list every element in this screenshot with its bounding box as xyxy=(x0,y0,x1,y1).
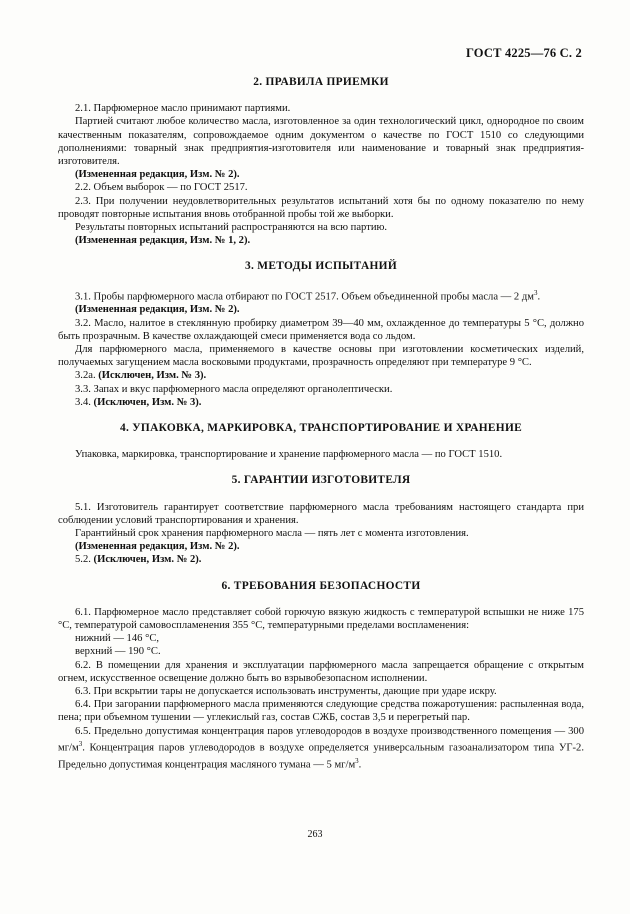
section-6-title: 6. ТРЕБОВАНИЯ БЕЗОПАСНОСТИ xyxy=(221,579,421,592)
section-3-title: 3. МЕТОДЫ ИСПЫТАНИЙ xyxy=(244,260,397,273)
clause-3-1 xyxy=(58,287,584,304)
clause-3-1-end: . xyxy=(537,291,541,303)
excluded-note: (Исключен, Изм. № 3). xyxy=(93,396,202,408)
excluded-note: (Исключен, Изм. № 2). xyxy=(93,554,202,566)
section-2-title: 2. ПРАВИЛА ПРИЕМКИ xyxy=(253,76,389,88)
clause-5-2 xyxy=(58,553,584,566)
clause-6-4: 6.4. При загорании парфюмерного масла применяются следующие средства пожаротушения: распыленная вода, пена; при объемном тушении — углекислый газ, состав СЖБ, состав 3,5 и перегретый пар. xyxy=(58,699,584,724)
clause-5-1: 5.1. Изготовитель гарантирует соответствие парфюмерного масла требованиям настоящего стандарта при соблюдении условий транспортирования и хранения. xyxy=(58,501,584,526)
amendment-note: (Измененная редакция, Изм. № 2). xyxy=(75,304,240,316)
clause-2-3: 2.3. При получении неудовлетворительных результатов испытаний хотя бы по одному показателю по нему проводят повторные испытания вновь отобранной пробы той же выборки. xyxy=(58,195,584,220)
clause-6-1: 6.1. Парфюмерное масло представляет собой горючую вязкую жидкость с температурой вспышки не ниже 175 °С, температурой самовоспламенения 355 °С, температурными пределами воспламенения: xyxy=(58,606,584,632)
clause-6-5-end: . xyxy=(358,759,362,771)
clause-number: 3.2а. xyxy=(75,370,96,382)
clause-3-1-text: 3.1. Пробы парфюмерного масла отбирают по ГОСТ 2517. Объем объединенной пробы масла — 2 дм xyxy=(75,291,534,303)
unit-superscript: 3 xyxy=(78,739,83,748)
lower-limit: нижний — 146 °С, xyxy=(75,633,160,645)
section-4-text: Упаковка, маркировка, транспортирование и хранение парфюмерного масла — по ГОСТ 1510. xyxy=(75,449,503,461)
clause-6-5-text-2: . Концентрация паров углеводородов в воздухе определяется универсальным газоанализатором типа УГ-2. Предельно допустимая концентрация масляного тумана — 5 мг/м xyxy=(58,742,584,771)
unit-superscript: 3 xyxy=(355,756,359,765)
section-4-title: 4. УПАКОВКА, МАРКИРОВКА, ТРАНСПОРТИРОВАНИЕ И ХРАНЕНИЕ xyxy=(119,422,523,434)
amendment-note: (Измененная редакция, Изм. № 1, 2). xyxy=(75,235,251,247)
clause-number: 5.2. xyxy=(75,554,91,566)
clause-5-1-text: Гарантийный срок хранения парфюмерного масла — пять лет с момента изготовления. xyxy=(75,528,469,540)
amendment-note: (Измененная редакция, Изм. № 2). xyxy=(75,169,240,181)
section-5-title: 5. ГАРАНТИИ ИЗГОТОВИТЕЛЯ xyxy=(231,474,411,487)
clause-number: 3.4. xyxy=(75,396,91,408)
clause-2-3-text: Результаты повторных испытаний распространяются на всю партию. xyxy=(75,222,388,234)
amendment-note: (Измененная редакция, Изм. № 2). xyxy=(75,541,240,553)
clause-3-4 xyxy=(58,396,584,409)
clause-2-1-text: Партией считают любое количество масла, изготовленное за один технологический цикл, однородное по своим качественным показателям, сопровождаемое одним документом о качестве по ГОСТ 1510 со следующими дополнениями: товарный знак предприятия-изготовителя или наименование и товарный знак предприятия-изготовителя. xyxy=(58,116,584,168)
upper-limit: верхний — 190 °С. xyxy=(75,646,161,658)
unit-superscript: 3 xyxy=(533,288,538,297)
clause-3-2-text: Для парфюмерного масла, применяемого в качестве основы при изготовлении косметических изделий, получаемых загущением масла восковыми продуктами, прозрачность определяют при температуре 9 °С. xyxy=(58,343,584,369)
running-header: ГОСТ 4225—76 С. 2 xyxy=(465,46,582,60)
excluded-note: (Исключен, Изм. № 3). xyxy=(98,370,207,382)
clause-3-2: 3.2. Масло, налитое в стеклянную пробирку диаметром 39—40 мм, охлажденное до температуры 5 °С, должно быть прозрачным. В качестве охлаждающей смеси применяется вода со льдом. xyxy=(58,317,584,342)
clause-2-2: 2.2. Объем выборок — по ГОСТ 2517. xyxy=(75,182,248,194)
clause-6-5 xyxy=(58,725,584,772)
clause-3-2a xyxy=(58,369,584,382)
clause-6-3: 6.3. При вскрытии тары не допускается использовать инструменты, дающие при ударе искру. xyxy=(75,686,497,698)
clause-6-5-text: 6.5. Предельно допустимая концентрация паров углеводородов в воздухе производственного помещения — 300 мг/м xyxy=(58,725,584,754)
page-body xyxy=(58,76,584,771)
page-number: 263 xyxy=(307,829,323,840)
clause-6-2: 6.2. В помещении для хранения и эксплуатации парфюмерного масла запрещается обращение с открытым огнем, искусственное освещение должно быть во взрывобезопасном исполнении. xyxy=(58,659,584,684)
clause-3-3: 3.3. Запах и вкус парфюмерного масла определяют органолептически. xyxy=(75,383,393,395)
clause-2-1: 2.1. Парфюмерное масло принимают партиями. xyxy=(75,103,291,115)
